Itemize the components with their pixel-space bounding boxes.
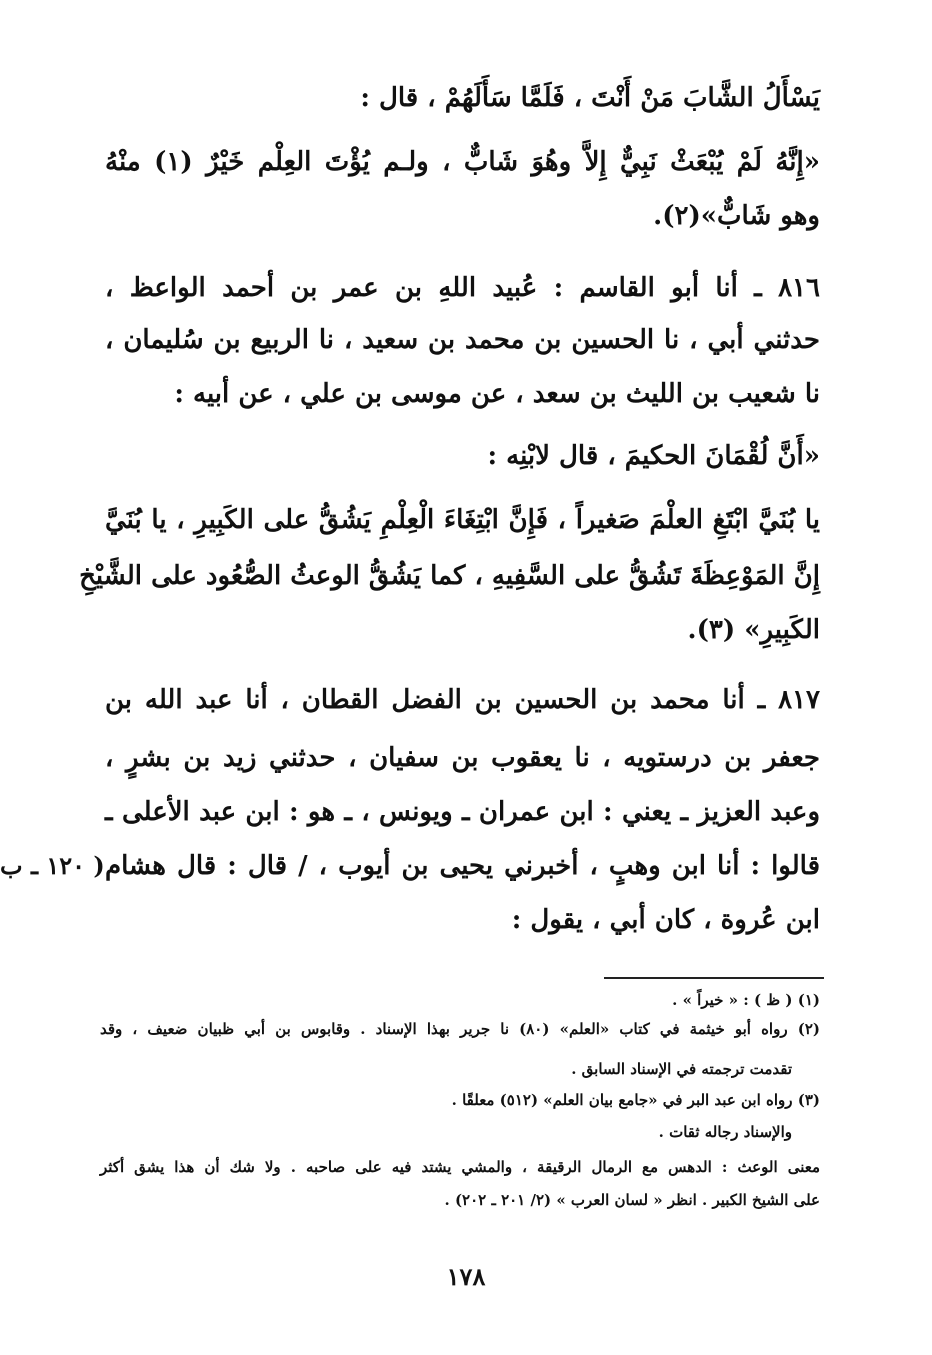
body-line-10: الكَبِيرِ» (٣). <box>687 615 820 645</box>
body-line-7: «أَنَّ لُقْمَانَ الحكيمَ ، قال لابْنِه : <box>487 441 820 471</box>
footnote-line-6: معنى الوعث : الدهس مع الرمال الرقيقة ، والمشي يشتد فيه على صاحبه . ولا شك أن هذا يشق أكثر <box>100 1158 820 1176</box>
body-line-3: وهو شَابٌّ»(٢). <box>653 201 820 231</box>
body-line-2: «إِنَّهُ لَمْ يُبْعَثْ نَبِيٌّ إِلاَّ وهُوَ شَابٌّ ، ولـم يُؤْتَ العِلْم خَيْرٌ (١) منْهُ <box>105 147 820 177</box>
footnote-divider <box>604 977 824 979</box>
body-line-4: ٨١٦ ـ أنا أبو القاسم : عُبيد اللهِ بن عمر بن أحمد الواعظ ، <box>105 273 820 303</box>
footnote-line-4: (٣) رواه ابن عبد البر في «جامع بيان العلم» (٥١٢) معلقًا . <box>451 1091 820 1109</box>
body-line-6: نا شعيب بن الليث بن سعد ، عن موسى بن علي ، عن أبيه : <box>174 379 820 409</box>
footnote-line-2: (٢) رواه أبو خيثمة في كتاب «العلم» (٨٠) نا جرير بهذا الإسناد . وقابوس بن أبي ظبيان ضعيف ، وقد <box>100 1020 820 1038</box>
footnote-line-5: والإسناد رجاله ثقات . <box>658 1123 792 1141</box>
page-number: ١٧٨ <box>446 1262 486 1291</box>
body-line-8: يا بُنَيَّ ابْتَغِ العلْمَ صَغيراً ، فَإِنَّ ابْتِغَاءَ الْعِلْمِ يَشُقُّ على الكَبِيرِ ، يا بُنَيَّ <box>105 505 820 535</box>
body-line-1: يَسْأَلُ الشَّابَ مَنْ أَنْتَ ، فَلَمَّا سَأَلَهُمْ ، قال : <box>360 83 820 113</box>
footnote-line-3: تقدمت ترجمته في الإسناد السابق . <box>571 1060 792 1078</box>
body-line-14: قالوا : أنا ابن وهبٍ ، أخبرني يحيى بن أيوب ، / قال : قال هشام <box>105 851 820 881</box>
body-line-13: وعبد العزيز ـ يعني : ابن عمران ـ ويونس ، ـ هو : ابن عبد الأعلى ـ <box>105 797 820 827</box>
body-line-5: حدثني أبي ، نا الحسين بن محمد بن سعيد ، نا الربيع بن سُليمان ، <box>105 325 820 355</box>
footnote-line-7: على الشيخ الكبير . انظر « لسان العرب » (٢/ ٢٠١ ـ ٢٠٢) . <box>444 1191 820 1209</box>
margin-folio-note: ( ١٢٠ ـ ب <box>0 851 105 880</box>
footnote-line-1: (١) ( ظ ) : « خيراً » . <box>672 991 820 1009</box>
body-line-12: جعفر بن درستويه ، نا يعقوب بن سفيان ، حدثني زيد بن بشرٍ ، <box>105 743 820 773</box>
body-line-11: ٨١٧ ـ أنا محمد بن الحسين بن الفضل القطان ، أنا عبد الله بن <box>105 685 820 715</box>
body-line-15: ابن عُروة ، كان أبي ، يقول : <box>511 905 820 935</box>
body-line-9: إِنَّ المَوْعِظَةَ تَشُقُّ على السَّفِيهِ ، كما يَشُقُّ الوعثُ الصُّعُود على الشَّيْخِ <box>79 561 820 591</box>
